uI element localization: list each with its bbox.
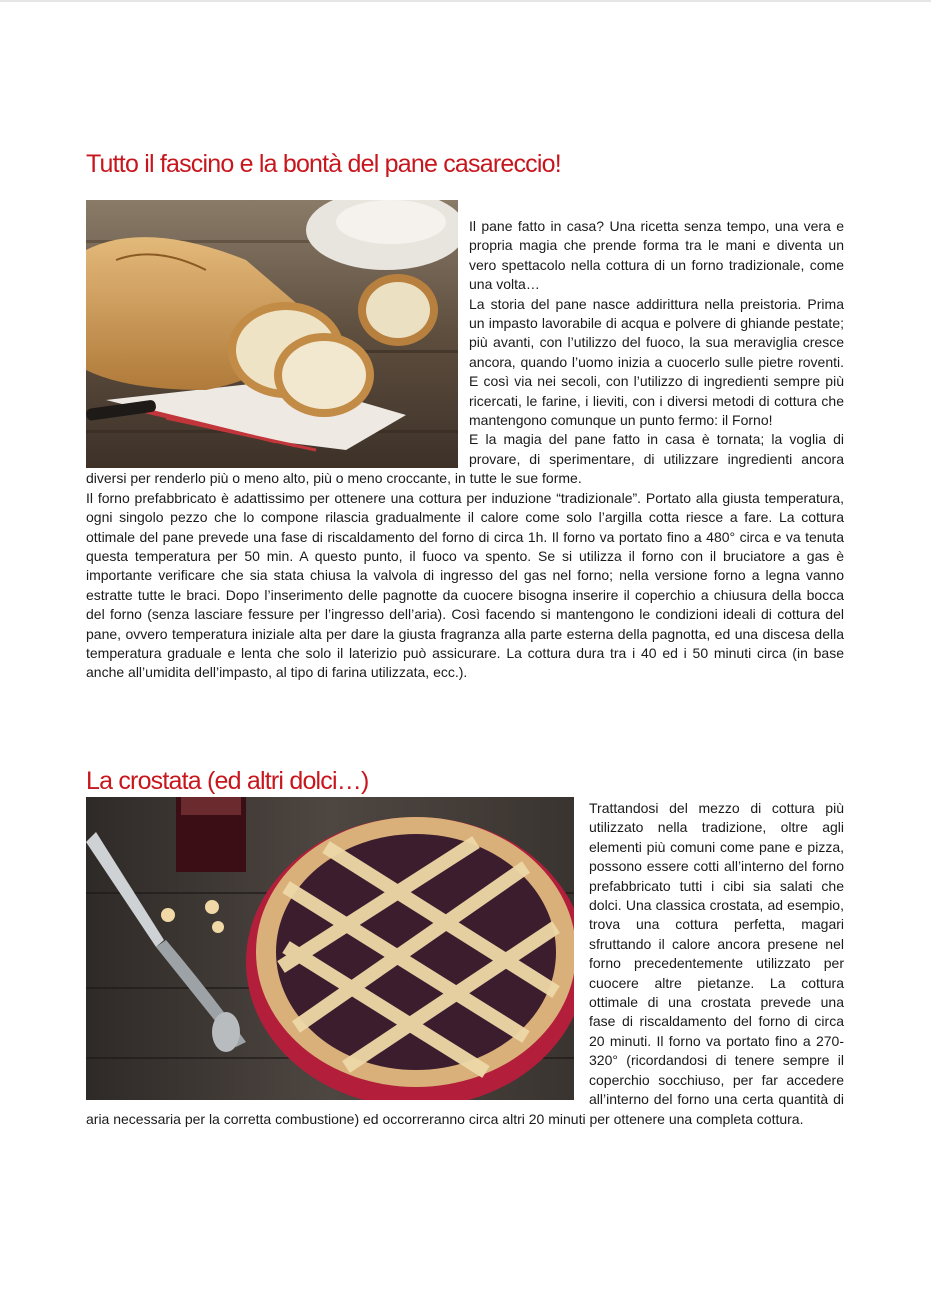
paragraph: E la magia del pane fatto in casa è tornata; la voglia di provare, di sperimentare, di utilizzare ingredienti ancora diversi per renderlo più o meno alto, più o meno croccante, in tutte le sue forme.: [86, 431, 844, 487]
paragraph: Trattandosi del mezzo di cottura più utilizzato nella tradizione, oltre agli elementi più comuni come pane e pizza, possono essere cotti all’interno del forno prefabbricato tutti i cibi sia salati che dolci. Una classica crostata, ad esempio, trova una cottura perfetta, magari sfruttando il calore ancora presene nel forno precedentemente utilizzato per cuocere altre pietanze. La cottura ottimale di una crostata prevede una fase di riscaldamento del forno di circa 20 minuti. Il forno va portato fino a 270-320° (ricordandosi di tenere sempre il coperchio socchiuso, per far accedere all’interno del forno una certa quantità di aria necessaria per la corretta combustione) ed occorreranno circa altri 20 minuti per ottenere una completa cottura.: [86, 800, 844, 1127]
paragraph: Il forno prefabbricato è adattissimo per ottenere una cottura per induzione “tradizionale”. Portato alla giusta temperatura, ogni singolo pezzo che lo compone rilascia gradualmente il calore come solo l’argilla cotta riesce a fare. La cottura ottimale del pane prevede una fase di riscaldamento del forno di circa 1h. Il forno va portato fino a 480° circa e va tenuta questa temperatura per 50 min. A questo punto, il fuoco va spento. Se si utilizza il forno con il bruciatore a gas è importante verificare che sia stata chiusa la valvola di ingresso del gas nel forno; nella versione forno a legna vanno estratte tutte le braci. Dopo l’inserimento delle pagnotte da cuocere bisogna inserire il coperchio a chiusura della bocca del forno (senza lasciare fessure per l’ingresso dell’aria). Così facendo si mantengono le condizioni ideali di cottura del pane, ovvero temperatura iniziale alta per dare la giusta fragranza alla parte esterna della pagnotta, ed una discesa della temperatura graduale e lenta che solo il laterizio può assicurare. La cottura dura tra i 40 ed i 50 minuti circa (in base anche all’umidita dell’impasto, al tipo di farina utilizzata, ecc.).: [86, 489, 844, 681]
section-title-bread: Tutto il fascino e la bontà del pane casareccio!: [86, 150, 561, 178]
page-top-border: [0, 0, 931, 2]
paragraph: La storia del pane nasce addirittura nella preistoria. Prima un impasto lavorabile di acqua e polvere di ghiande pestate; più avanti, con l’utilizzo del fuoco, la sua meraviglia cresce ancora, quando l’uomo inizia a cuocerlo sulle pietre roventi. E così via nei secoli, con l’utilizzo di ingredienti sempre più ricercati, le farine, i lieviti, con i diversi metodi di cottura che mantengono comunque un punto fermo: il Forno!: [469, 295, 844, 429]
section-bread: [86, 200, 844, 683]
bread-photo: [86, 200, 458, 468]
section-title-crostata: La crostata (ed altri dolci…): [86, 767, 369, 795]
crostata-photo: [86, 797, 574, 1100]
section-crostata: [86, 797, 844, 1129]
paragraph: Il pane fatto in casa? Una ricetta senza tempo, una vera e propria magia che prende forma tra le mani e diventa un vero spettacolo nella cottura di un forno tradizionale, come una volta…: [469, 218, 844, 293]
